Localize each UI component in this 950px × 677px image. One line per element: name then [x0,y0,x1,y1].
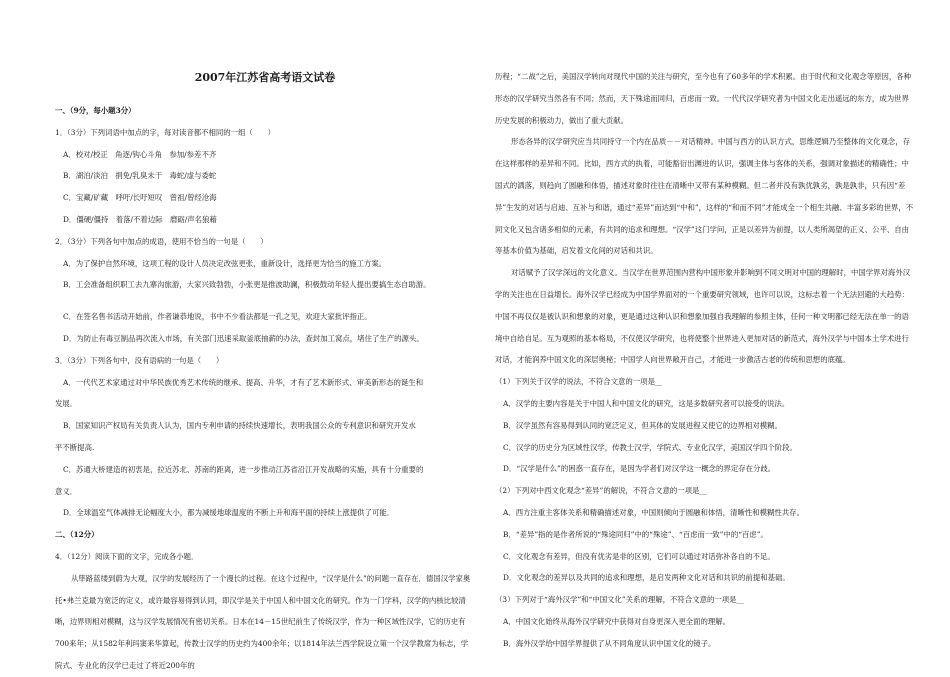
continued-line: 意义． [55,486,78,496]
answer-option: D．“汉学是什么”的困惑一直存在，是因为学者们对汉学这一概念的界定存在分歧。 [503,464,776,474]
answer-option: C．苏通大桥建造的初衷是，拉近苏北、苏南的距离，进一步推动江苏省沿江开发战略的实施，具有十分重要的 [63,464,424,474]
question-stem: 4．（12分）阅读下面的文字，完成各小题． [55,551,199,561]
answer-option: D．为防止有毒豆制品再次流入市场，有关部门迅速采取釜底抽薪的办法，查封加工窝点，堵住了生产的源头。 [63,333,424,343]
continued-line: 平不断提高. [55,442,95,452]
continued-line: 发展． [55,399,78,409]
answer-option: D．僵硬/僵持 着落/不着边际 磨砺/声名狼藉 [63,214,217,224]
answer-option: D．全球温室气体减排无论幅度大小，都为减缓地球温度的不断上升和海平面的持续上涨提供了可能． [63,508,395,518]
passage-paragraph: 从筚路蓝缕到蔚为大观，汉学的发展经历了一个漫长的过程。在这个过程中，“汉学是什么”的问题一直存在．德国汉学家奥托•弗兰克最为宽泛的定义，或许最容易得到认同，即汉学是关于中国人和中国文化的研究。作为一门学科，汉学的内核比较清晰，边界则相对模糊，这与汉学发展情况有密切关系。日本在14－15世纪前生了传统汉学，作为一种区域性汉学，它的历史有700来年；从1582年利玛窦来华算起，传教士汉学的历史约为400余年；以1814年法兰西学院设立第一个汉学教席为标志，学院式、专业化的汉学已走过了将近200年的 [55,573,471,670]
answer-option: B．海外汉学给中国学界提供了从不同角度认识中国文化的镜子。 [503,638,716,648]
answer-option: A．一代代艺术家通过对中华民族优秀艺术传统的继承、提高、升华，才有了艺术新形式、审美新形态的诞生和 [63,377,424,387]
passage-paragraph: 对话赋予了汉学深远的文化意义。当汉学在世界范围内营构中国形象并影响到不同文明对中国的理解时，中国学界对海外汉学的关注也在日益增长。海外汉学已经成为中国学界面对的一个重要研究领域，也许可以说，这标志着一个无法回避的大趋势：中国不再仅仅是被认识和想象的对象，更是通过这种认识和想象加强自我理解的参照主体，任何一种文明都已经无法在单一的语境中自给自足。互为观照的基本格局，不仅使汉学研究，也将使整个世界进入更加对话的新范式，海外汉学与中国本土学术进行对话，才能润养中国文化的深层奥秘；中国学人向世界敞开自己，才能进一步激活古老的传统和思想的底蕴。 [495,268,911,365]
answer-option: C．文化观念有差异，但没有优劣是非的区别，它们可以通过对话弥补各自的不足。 [503,551,775,561]
passage-paragraph: 形态各异的汉学研究应当共同持守一个内在品质－－对话精神。中国与西方的认识方式，思维逻辑乃至整体的文化观念，存在这样那样的差异和不同。比如，西方式的执着，可能豁衍出渊进的认识，强调主体与客体的关系，强调对象描述的精确性；中国式的洒落，则趋向了圆融和体悟，描述对象时往往在清晰中又带有某种模糊。但二者并没有孰优孰劣，孰是孰非，只有因“差异”生发的对话与启迪、互补与和谐，通过“差异”而达到“中和”，这样的“和而不同”才能成全一个相生共融、丰富多彩的世界，不同文化又包含诸多相似的元素，有共同的追求和理想。“汉学”这门学问，正是以差异为前提，以人类所渴望的正义、公平、自由等基本价值为基础，启发着文化间的对话和共识。 [495,137,914,256]
answer-option: A．校对/校正 角逐/钩心斗角 参加/参差不齐 [63,149,217,159]
answer-option: B．工会准备组织职工去九寨沟旅游，大家兴致勃勃，小张更是推波助澜，积极鼓动年轻人提出要搞生态自助游。 [63,280,431,290]
answer-option: C．宝藏/矿藏 呼吁/长吁短叹 曾祖/曾经沧海 [63,193,217,203]
answer-option: A．西方注重主客体关系和精确描述对象，中国则倾向于圆融和体悟，清晰性和模糊性共存。 [503,507,804,517]
passage-paragraph: 历程；“二战”之后，美国汉学转向对现代中国的关注与研究，至今也有了60多年的学术积累。由于时代和文化观念等原因，各种形态的汉学研究当然各有不同；然而，天下殊途而同归，百虑而一致。一代代汉学研究者为中国文化走出遥远的东方，成为世界历史发展的积极动力，做出了重大贡献。 [495,72,912,125]
answer-option: B．湖泊/淡泊 捐免/乳臭未干 毒蛇/虚与委蛇 [63,171,217,181]
answer-option: C．在签名售书活动开始前，作者谦恭地说，书中不少看法都是一孔之见，欢迎大家批评指正。 [63,312,372,322]
question-stem: （2）下列对中西文化观念“差异”的解说，不符合文意的一项是__ [495,486,707,496]
answer-option: D．文化观念的差异以及共同的追求和理想，是启发两种文化对话和共识的前提和基础。 [503,573,790,583]
answer-option: B．“差异”指的是作者所说的“殊途同归”中的“殊途”、“百虑而一致”中的“百虑”。 [503,529,768,539]
answer-option: B．国家知识产权局有关负责人认为，国内专利申请的持续快速增长，表明我国公众的专利意识和研究开发水 [63,421,416,431]
answer-option: C．汉学的历史分为区域性汉学，传教士汉学，学院式、专业化汉学，美国汉学四个阶段。 [503,442,797,452]
answer-option: B．汉学虽然有容易得到认同的宽泛定义，但其体的发展进程又使它的边界相对模糊。 [503,420,782,430]
right-column [495,66,915,655]
answer-option: A．汉学的主要内容是关于中国人和中国文化的研究，这是多数研究者可以接受的说法。 [503,398,790,408]
answer-option: A．为了保护自然环境，这项工程的设计人员决定改弦更张，重新设计，选择更为恰当的施工方案。 [63,258,387,268]
question-stem: 2．（3分）下列各句中加点的成语，使用不恰当的一句是（ ） [55,236,268,246]
question-stem: 3．（3分）下列各句中，没有语病的一句是（ ） [55,355,224,365]
question-stem: （1）下列关于汉学的说法，不符合文意的一项是__ [495,377,663,387]
answer-option: A．中国文化始终从海外汉学研究中获得对自身更深入更全面的理解。 [503,616,731,626]
page-title: 2007年江苏省高考语文试卷 [194,71,336,84]
section-heading: 二、（12分） [55,530,99,540]
left-column [55,70,475,677]
question-stem: 1．（3分）下列词语中加点的字，每对读音都不相同的一组（ ） [55,127,276,137]
question-stem: （3）下列对于“海外汉学”和“中国文化”关系的理解，不符合文意的一项是__ [495,595,744,605]
section-heading: 一、（9分，每小题3分） [55,106,136,115]
spacer [55,296,475,306]
